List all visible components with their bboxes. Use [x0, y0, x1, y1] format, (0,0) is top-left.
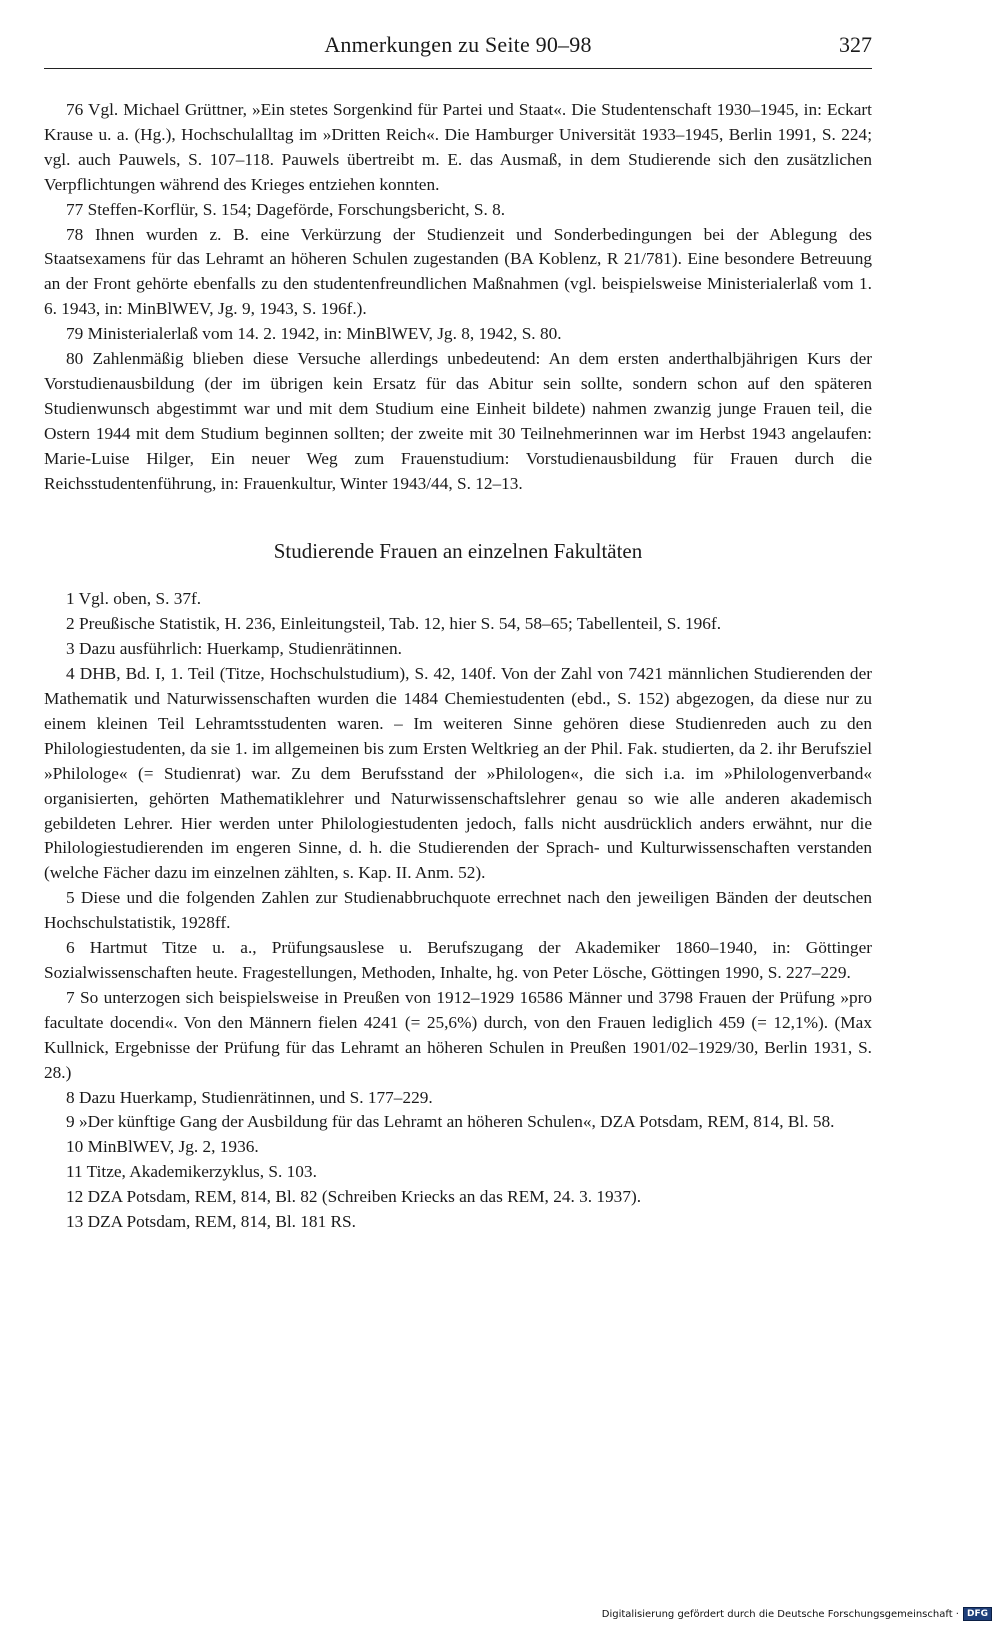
footnote [44, 98, 872, 198]
notes-body [44, 98, 872, 1235]
footnote-number: 13 [66, 1212, 84, 1232]
footnote [44, 637, 872, 662]
footnote-text: Vgl. Michael Grüttner, »Ein stetes Sorgenkind für Partei und Staat«. Die Studentenschaft 1930–1945, in: Eckart Krause u. a. (Hg.), Hochschulalltag im »Dritten Reich«. Die Hamburger Universität 1933–1945, Berlin 1991, S. 224; vgl. auch Pauwels, S. 107–118. Pauwels übertreibt m. E. das Ausmaß, in dem Studierende sich den zusätzlichen Verpflichtungen während des Krieges entziehen konnten. [44, 100, 872, 194]
footnote-text: Ministerialerlaß vom 14. 2. 1942, in: MinBlWEV, Jg. 8, 1942, S. 80. [87, 324, 562, 344]
footnote-number: 3 [66, 639, 75, 659]
footnote-number: 77 [66, 199, 84, 219]
footnote-text: Steffen-Korflür, S. 154; Dageförde, Forschungsbericht, S. 8. [87, 199, 506, 219]
footnote-text: So unterzogen sich beispielsweise in Preußen von 1912–1929 16586 Männer und 3798 Frauen der Prüfung »pro facultate docendi«. Von den Männern fielen 4241 (= 25,6%) durch, von den Frauen lediglich 459 (= 12,1%). (Max Kullnick, Ergebnisse der Prüfung für das Lehramt an höheren Schulen in Preußen 1901/02–1929/30, Berlin 1931, S. 28.) [44, 987, 872, 1082]
footnote-text: Dazu Huerkamp, Studienrätinnen, und S. 177–229. [78, 1087, 433, 1107]
footnote-text: Vgl. oben, S. 37f. [78, 589, 202, 609]
footnote-text: Zahlenmäßig blieben diese Versuche allerdings unbedeutend: An dem ersten anderthalbjährigen Kurs der Vorstudienausbildung (der im übrigen kein Ersatz für das Abitur sein sollte, sondern schon auf den späteren Studienwunsch abgestimmt war und mit dem Studium eine Einheit bildete) nahmen zwanzig junge Frauen teil, die Ostern 1944 mit dem Studium beginnen sollten; der zweite mit 30 Teilnehmerinnen war im Herbst 1943 angelaufen: Marie-Luise Hilger, Ein neuer Weg zum Frauenstudium: Vorstudienausbildung für Frauen durch die Reichsstudentenführung, in: Frauenkultur, Winter 1943/44, S. 12–13. [44, 349, 872, 493]
footnote-text: Ihnen wurden z. B. eine Verkürzung der Studienzeit und Sonderbedingungen bei der Ablegung des Staatsexamens für das Lehramt an höheren Schulen zugestanden (BA Koblenz, R 21/781). Eine besondere Betreuung an der Front gehörte ebenfalls zu den studentenfreundlichen Maßnahmen (vgl. beispielsweise Ministerialerlaß vom 1. 6. 1943, in: MinBlWEV, Jg. 9, 1943, S. 196f.). [44, 224, 873, 319]
footnote-text: Titze, Akademikerzyklus, S. 103. [86, 1162, 317, 1182]
dfg-logo-icon: DFG [963, 1607, 992, 1621]
footnote [44, 1135, 872, 1160]
running-header [44, 30, 872, 69]
footnote-number: 1 [66, 589, 75, 609]
footnote [44, 936, 872, 986]
notes-section-list [44, 587, 872, 1235]
footnote-number: 80 [66, 349, 84, 369]
footnote [44, 612, 872, 637]
footnote-text: Diese und die folgenden Zahlen zur Studienabbruchquote errechnet nach den jeweiligen Bänden der deutschen Hochschulstatistik, 1928ff. [44, 888, 872, 933]
footnote [44, 223, 872, 323]
footnote-text: Dazu ausführlich: Huerkamp, Studienrätinnen. [78, 639, 402, 659]
footnote [44, 1160, 872, 1185]
footnote-number: 79 [66, 324, 84, 344]
footnote-number: 10 [66, 1137, 84, 1157]
footnote-number: 7 [66, 987, 75, 1007]
footnote-number: 76 [66, 100, 84, 119]
section-heading: Studierende Frauen an einzelnen Fakultäten [273, 538, 643, 563]
footnote-number: 12 [66, 1187, 84, 1207]
footnote-number: 9 [66, 1112, 75, 1132]
footnote-text: DHB, Bd. I, 1. Teil (Titze, Hochschulstudium), S. 42, 140f. Von der Zahl von 7421 männlichen Studierenden der Mathematik und Naturwissenschaften wurden die 1484 Chemiestudenten (ebd., S. 152) abgezogen, da diese nur zu einem kleinen Teil Lehramtsstudenten waren. – Im weiteren Sinne gehören diese Studienreden auch zu den Philologiestudenten, da sie 1. im allgemeinen bis zum Ersten Weltkrieg an der Phil. Fak. studierten, da 2. ihr Berufsziel »Philologe« (= Studienrat) war. Zu dem Berufsstand der »Philologen«, die sich i.a. im »Philologenverband« organisierten, gehörten Mathematiklehrer und Naturwissenschaftslehrer genau so wie alle anderen akademisch gebildeten Lehrer. Hier werden unter Philologiestudenten jedoch, falls nicht ausdrücklich anders erwähnt, nur die Philologiestudierenden im engeren Sinne, d. h. die Studierenden der Sprach- und Kulturwissenschaften verstanden (welche Fächer dazu im einzelnen zählten, s. Kap. II. Anm. 52). [44, 664, 873, 883]
footnote [44, 1110, 872, 1135]
footnote-number: 6 [66, 938, 75, 958]
footnote-text: DZA Potsdam, REM, 814, Bl. 181 RS. [87, 1212, 356, 1232]
footnote [44, 886, 872, 936]
running-title: Anmerkungen zu Seite 90–98 [324, 32, 592, 57]
footnote [44, 1185, 872, 1210]
page [44, 30, 872, 1235]
footnote-text: »Der künftige Gang der Ausbildung für das Lehramt an höheren Schulen«, DZA Potsdam, REM, 814, Bl. 58. [78, 1112, 835, 1132]
footnote [44, 986, 872, 1086]
footnote-text: Hartmut Titze u. a., Prüfungsauslese u. Berufszugang der Akademiker 1860–1940, in: Göttinger Sozialwissenschaften heute. Fragestellungen, Methoden, Inhalte, hg. von Peter Lösche, Göttingen 1990, S. 227–229. [44, 938, 872, 982]
footnote-number: 4 [66, 664, 75, 684]
footnote-number: 8 [66, 1087, 75, 1107]
notes-top-list [44, 98, 872, 497]
footnote-text: MinBlWEV, Jg. 2, 1936. [87, 1137, 259, 1157]
footnote [44, 587, 872, 612]
footnote-text: Preußische Statistik, H. 236, Einleitungsteil, Tab. 12, hier S. 54, 58–65; Tabellenteil, S. 196f. [78, 614, 722, 634]
footnote [44, 347, 872, 496]
footnote [44, 198, 872, 223]
footer-credit [602, 1607, 992, 1621]
footnote-number: 5 [66, 888, 75, 908]
footer-text: Digitalisierung gefördert durch die Deutsche Forschungsgemeinschaft · [601, 1608, 959, 1620]
footnote-text: DZA Potsdam, REM, 814, Bl. 82 (Schreiben Kriecks an das REM, 24. 3. 1937). [87, 1187, 642, 1207]
footnote [44, 662, 872, 886]
footnote-number: 2 [66, 614, 75, 634]
footnote [44, 1210, 872, 1235]
footnote [44, 1086, 872, 1111]
page-number: 327 [839, 32, 872, 57]
footnote [44, 322, 872, 347]
footnote-number: 78 [66, 224, 84, 244]
footnote-number: 11 [66, 1162, 83, 1182]
